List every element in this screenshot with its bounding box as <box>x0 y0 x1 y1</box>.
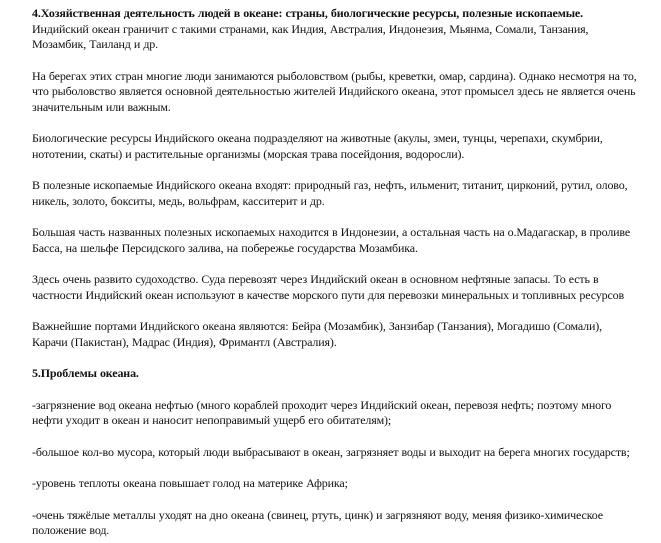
text-line: значительным или важным. <box>32 99 171 114</box>
section-4-paragraph <box>32 6 654 53</box>
bio-resources-paragraph <box>32 131 654 162</box>
document-page <box>32 6 654 539</box>
section-5-paragraph <box>32 366 654 382</box>
text-line: нефти уходит в океан и наносит непоправимый ущерб его обитателям); <box>32 413 392 427</box>
text-line: Мозамбик, Таиланд и др. <box>32 37 158 51</box>
minerals-paragraph <box>32 178 654 209</box>
text-line: В полезные ископаемые Индийского океана входят: природный газ, нефть, ильменит, титанит, цирконий, рутил, олово, <box>32 178 628 192</box>
text-line: На берегах этих стран многие люди занимаются рыболовством (рыбы, креветки, омар, сардина). Однако несмотря на то, <box>32 68 637 83</box>
problem-metals-paragraph <box>32 508 654 539</box>
text-line: Здесь очень развито судоходство. Суда перевозят через Индийский океан в основном нефтяные запасы. То есть в <box>32 272 599 286</box>
section-4-heading: 4.Хозяйственная деятельность людей в океане: страны, биологические ресурсы, полезные ископаемые. <box>32 6 583 20</box>
text-line: -уровень теплоты океана повышает голод на материке Африка; <box>32 476 348 490</box>
text-line: Индийский океан граничит с такими странами, как Индия, Австралия, Индонезия, Мьянма, Сомали, Танзания, <box>32 21 589 36</box>
text-line: частности Индийский океан используют в качестве морского пути для перевозки минеральных и топливных ресурсов <box>32 287 624 302</box>
text-line: положение вод. <box>32 523 110 537</box>
text-line: -большое кол-во мусора, который люди выбрасывают в океан, загрязняет воды и выходит на берега многих государств; <box>32 444 630 459</box>
text-line: нототении, скаты) и растительные организмы (морская трава посейдония, водоросли). <box>32 146 465 161</box>
text-line: -загрязнение вод океана нефтью (много кораблей проходит через Индийский океан, перевозя нефть; поэтому много <box>32 397 612 412</box>
problem-garbage-paragraph <box>32 445 654 461</box>
ports-paragraph <box>32 319 654 350</box>
section-5-heading: 5.Проблемы океана. <box>32 366 139 380</box>
problem-oil-paragraph <box>32 398 654 429</box>
problem-heat-paragraph <box>32 476 654 492</box>
text-line: никель, золото, бокситы, медь, вольфрам, касситерит и др. <box>32 193 325 208</box>
mineral-locations-paragraph <box>32 225 654 256</box>
text-line: Басса, на шельфе Персидского залива, на побережье государства Мозамбика. <box>32 240 418 255</box>
text-line: Важнейшие портами Индийского океана являются: Бейра (Мозамбик), Занзибар (Танзания), Могадишо (Сомали), <box>32 319 602 333</box>
text-line: -очень тяжёлые металлы уходят на дно океана (свинец, ртуть, цинк) и загрязняют воду, меняя физико-химическое <box>32 507 603 522</box>
text-line: Большая часть названных полезных ископаемых находится в Индонезии, а остальная часть на о.Мадагаскар, в проливе <box>32 225 631 239</box>
fishing-paragraph <box>32 69 654 116</box>
text-line: что рыболовство является основной деятельностью жителей Индийского океана, этот промысел здесь не является очень <box>32 84 636 98</box>
shipping-paragraph <box>32 272 654 303</box>
text-line: Карачи (Пакистан), Мадрас (Индия), Фримантл (Австралия). <box>32 334 337 349</box>
text-line: Биологические ресурсы Индийского океана подразделяют на животные (акулы, змеи, тунцы, черепахи, скумбрии, <box>32 131 603 145</box>
